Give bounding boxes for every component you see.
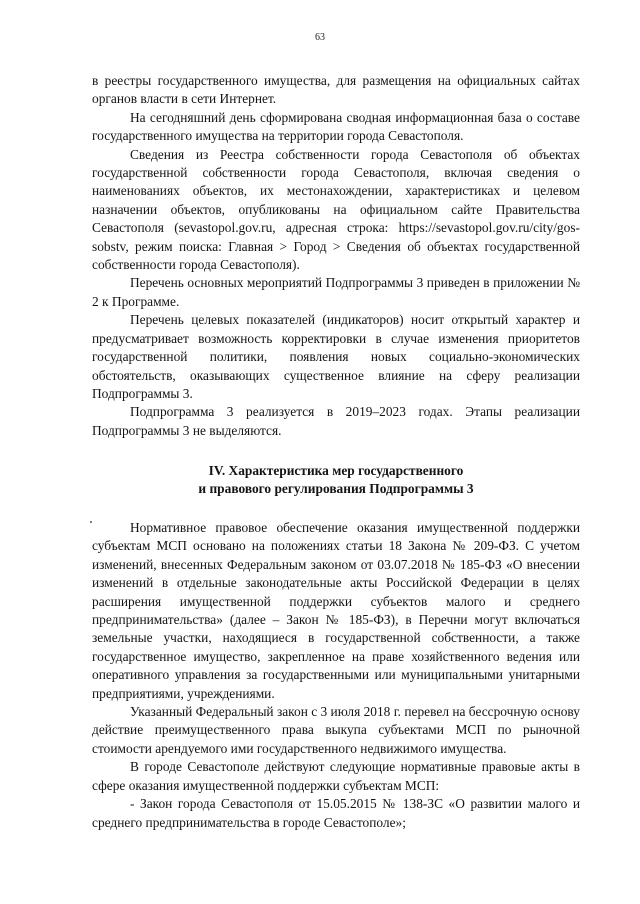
paragraph-legal-basis: Нормативное правовое обеспечение оказания имущественной поддержки субъектам МСП основано на положениях статьи 18 Закона № 209-ФЗ. С учетом изменений, внесенных Федеральным законом от 03.07.2018 № 185-ФЗ «О внесении изменений в отдельные законодательные акты Российской Федерации в целях расширения имущественной поддержки субъектов малого и среднего предпринимательства» (далее – Закон № 185-ФЗ), в Перечни могут включаться земельные участки, находящиеся в государственной собственности, а также государственное имущество, закрепленное на праве хозяйственного ведения или оперативного управления за государственными или муниципальными унитарными предприятиями, учреждениями. [92,520,580,701]
section-heading-line-1: IV. Характеристика мер государственного [208,463,464,478]
text-block-bottom [92,519,580,832]
paragraph-target-indicators: Перечень целевых показателей (индикаторов) носит открытый характер и предусматривает возможность корректировки в случае изменения приоритетов государственной политики, появления новых социально-экономических обстоятельств, оказывающих существенное влияние на сферу реализации Подпрограммы 3. [92,312,580,401]
paragraph-regional-acts-intro: В городе Севастополе действуют следующие нормативные правовые акты в сфере оказания имущественной поддержки субъектам МСП: [92,759,580,793]
list-item-law: - Закон города Севастополя от 15.05.2015 № 138-ЗС «О развитии малого и среднего предпринимательства в городе Севастополе»; [92,796,580,830]
paragraph-registry-info: Сведения из Реестра собственности города Севастополя об объектах государственной собственности города Севастополя, включая сведения о наименованиях объектов, их местонахождении, характеристиках и целевом назначении объектов, опубликованы на официальном сайте Правительства Севастополя (sevastopol.gov.ru, адресная строка: https://sevastopol.gov.ru/city/gos-sobstv, режим поиска: Главная > Город > Сведения об объектах государственной собственности города Севастополя). [92,146,580,273]
section-heading [92,462,580,499]
paragraph-info-base: На сегодняшний день сформирована сводная информационная база о составе государственного имущества на территории города Севастополя. [92,109,580,144]
paragraph-continuation: в реестры государственного имущества, для размещения на официальных сайтах органов власти в сети Интернет. [92,73,580,107]
paragraph-measures-list: Перечень основных мероприятий Подпрограммы 3 приведен в приложении № 2 к Программе. [92,275,580,309]
paragraph-federal-law: Указанный Федеральный закон с 3 июля 2018 г. перевел на бессрочную основу действие преимущественного права выкупа субъектами МСП по рыночной стоимости арендуемого ими государственного недвижимого имущества. [92,704,580,756]
paragraph-implementation-period: Подпрограмма 3 реализуется в 2019–2023 годах. Этапы реализации Подпрограммы 3 не выделяются. [92,404,580,438]
section-heading-line-2: и правового регулирования Подпрограммы 3 [198,481,474,497]
text-block-top [92,72,580,440]
page-number: 63 [315,32,325,43]
